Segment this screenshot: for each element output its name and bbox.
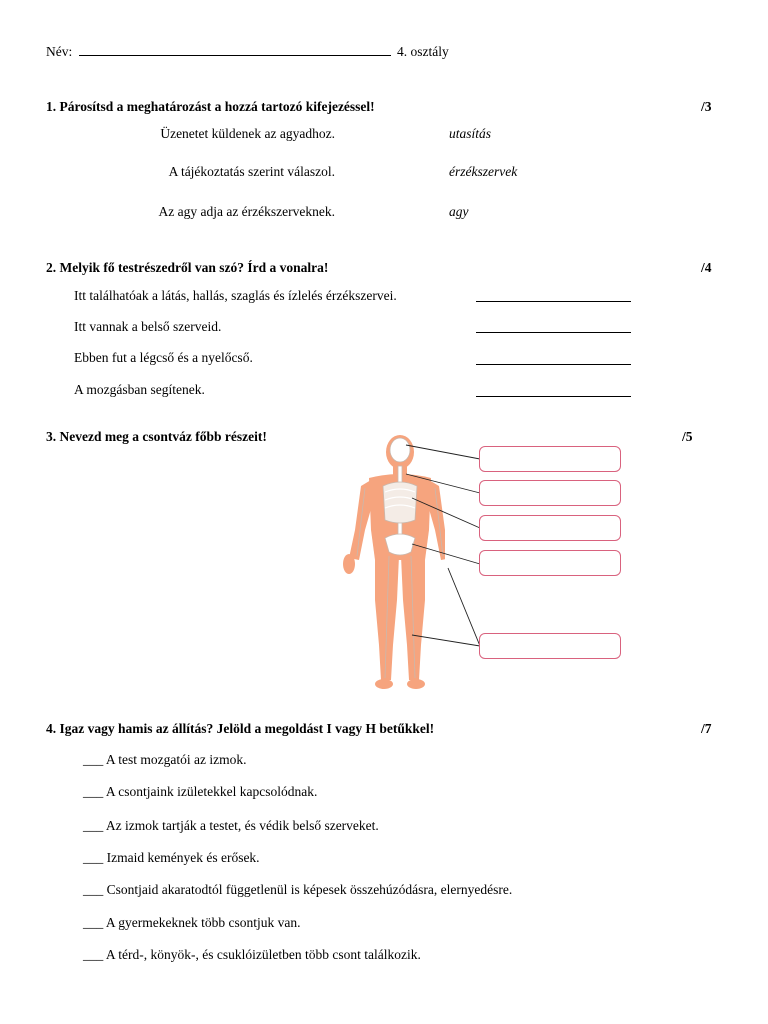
answer-blank[interactable]: ___ — [83, 818, 104, 833]
task2-item: Itt találhatóak a látás, hallás, szaglás és ízlelés érzékszervei. — [74, 288, 397, 303]
task2-answer-line[interactable] — [476, 301, 631, 302]
task3-points: /5 — [682, 429, 693, 444]
answer-blank[interactable]: ___ — [83, 915, 104, 930]
task2-item: A mozgásban segítenek. — [74, 382, 205, 397]
task4-title: 4. Igaz vagy hamis az állítás? Jelöld a megoldást I vagy H betűkkel! — [46, 721, 435, 736]
task1-title: 1. Párosítsd a meghatározást a hozzá tartozó kifejezéssel! — [46, 99, 375, 114]
name-label: Név: — [46, 44, 73, 59]
task4-statement — [83, 752, 246, 768]
task4-statement — [83, 947, 421, 963]
task1-definition: A tájékoztatás szerint válaszol. — [168, 164, 335, 179]
task1-definition: Az agy adja az érzékszerveknek. — [158, 204, 335, 219]
task1-term: agy — [449, 204, 469, 219]
task2-answer-line[interactable] — [476, 364, 631, 365]
skeleton-label-box[interactable] — [479, 480, 621, 506]
task4-statement — [83, 915, 300, 931]
answer-blank[interactable]: ___ — [83, 850, 104, 865]
task2-points: /4 — [701, 260, 712, 275]
task1-definition: Üzenetet küldenek az agyadhoz. — [160, 126, 335, 141]
statement-text: A térd-, könyök-, és csuklóizületben több csont találkozik. — [105, 947, 421, 962]
statement-text: A gyermekeknek több csontjuk van. — [105, 915, 301, 930]
task2-item: Itt vannak a belső szerveid. — [74, 319, 222, 334]
name-line[interactable] — [79, 55, 391, 56]
answer-blank[interactable]: ___ — [83, 752, 104, 767]
answer-blank[interactable]: ___ — [83, 947, 104, 962]
statement-text: Csontjaid akaratodtól függetlenül is képesek összehúzódásra, elernyedésre. — [106, 882, 513, 897]
skeleton-label-box[interactable] — [479, 446, 621, 472]
task2-answer-line[interactable] — [476, 332, 631, 333]
statement-text: A csontjaink izületekkel kapcsolódnak. — [105, 784, 318, 799]
task4-statement — [83, 850, 260, 866]
statement-text: A test mozgatói az izmok. — [105, 752, 247, 767]
task4-points: /7 — [701, 721, 712, 736]
task4-statement — [83, 818, 379, 834]
answer-blank[interactable]: ___ — [83, 784, 104, 799]
skeleton-label-box[interactable] — [479, 550, 621, 576]
statement-text: Izmaid kemények és erősek. — [106, 850, 260, 865]
task1-term: utasítás — [449, 126, 492, 141]
skeleton-label-box[interactable] — [479, 633, 621, 659]
task2-item: Ebben fut a légcső és a nyelőcső. — [74, 350, 253, 365]
name-row — [46, 44, 449, 60]
skeleton-label-box[interactable] — [479, 515, 621, 541]
task4-statement — [83, 882, 512, 898]
task4-statement — [83, 784, 317, 800]
task1-term: érzékszervek — [449, 164, 518, 179]
grade-label: 4. osztály — [397, 44, 449, 59]
task2-answer-line[interactable] — [476, 396, 631, 397]
answer-blank[interactable]: ___ — [83, 882, 104, 897]
task3-title: 3. Nevezd meg a csontváz főbb részeit! — [46, 429, 267, 444]
task2-title: 2. Melyik fő testrészedről van szó? Írd a vonalra! — [46, 260, 329, 275]
statement-text: Az izmok tartják a testet, és védik belső szerveket. — [105, 818, 379, 833]
label-connector-lines — [400, 440, 490, 650]
task1-points: /3 — [701, 99, 712, 114]
